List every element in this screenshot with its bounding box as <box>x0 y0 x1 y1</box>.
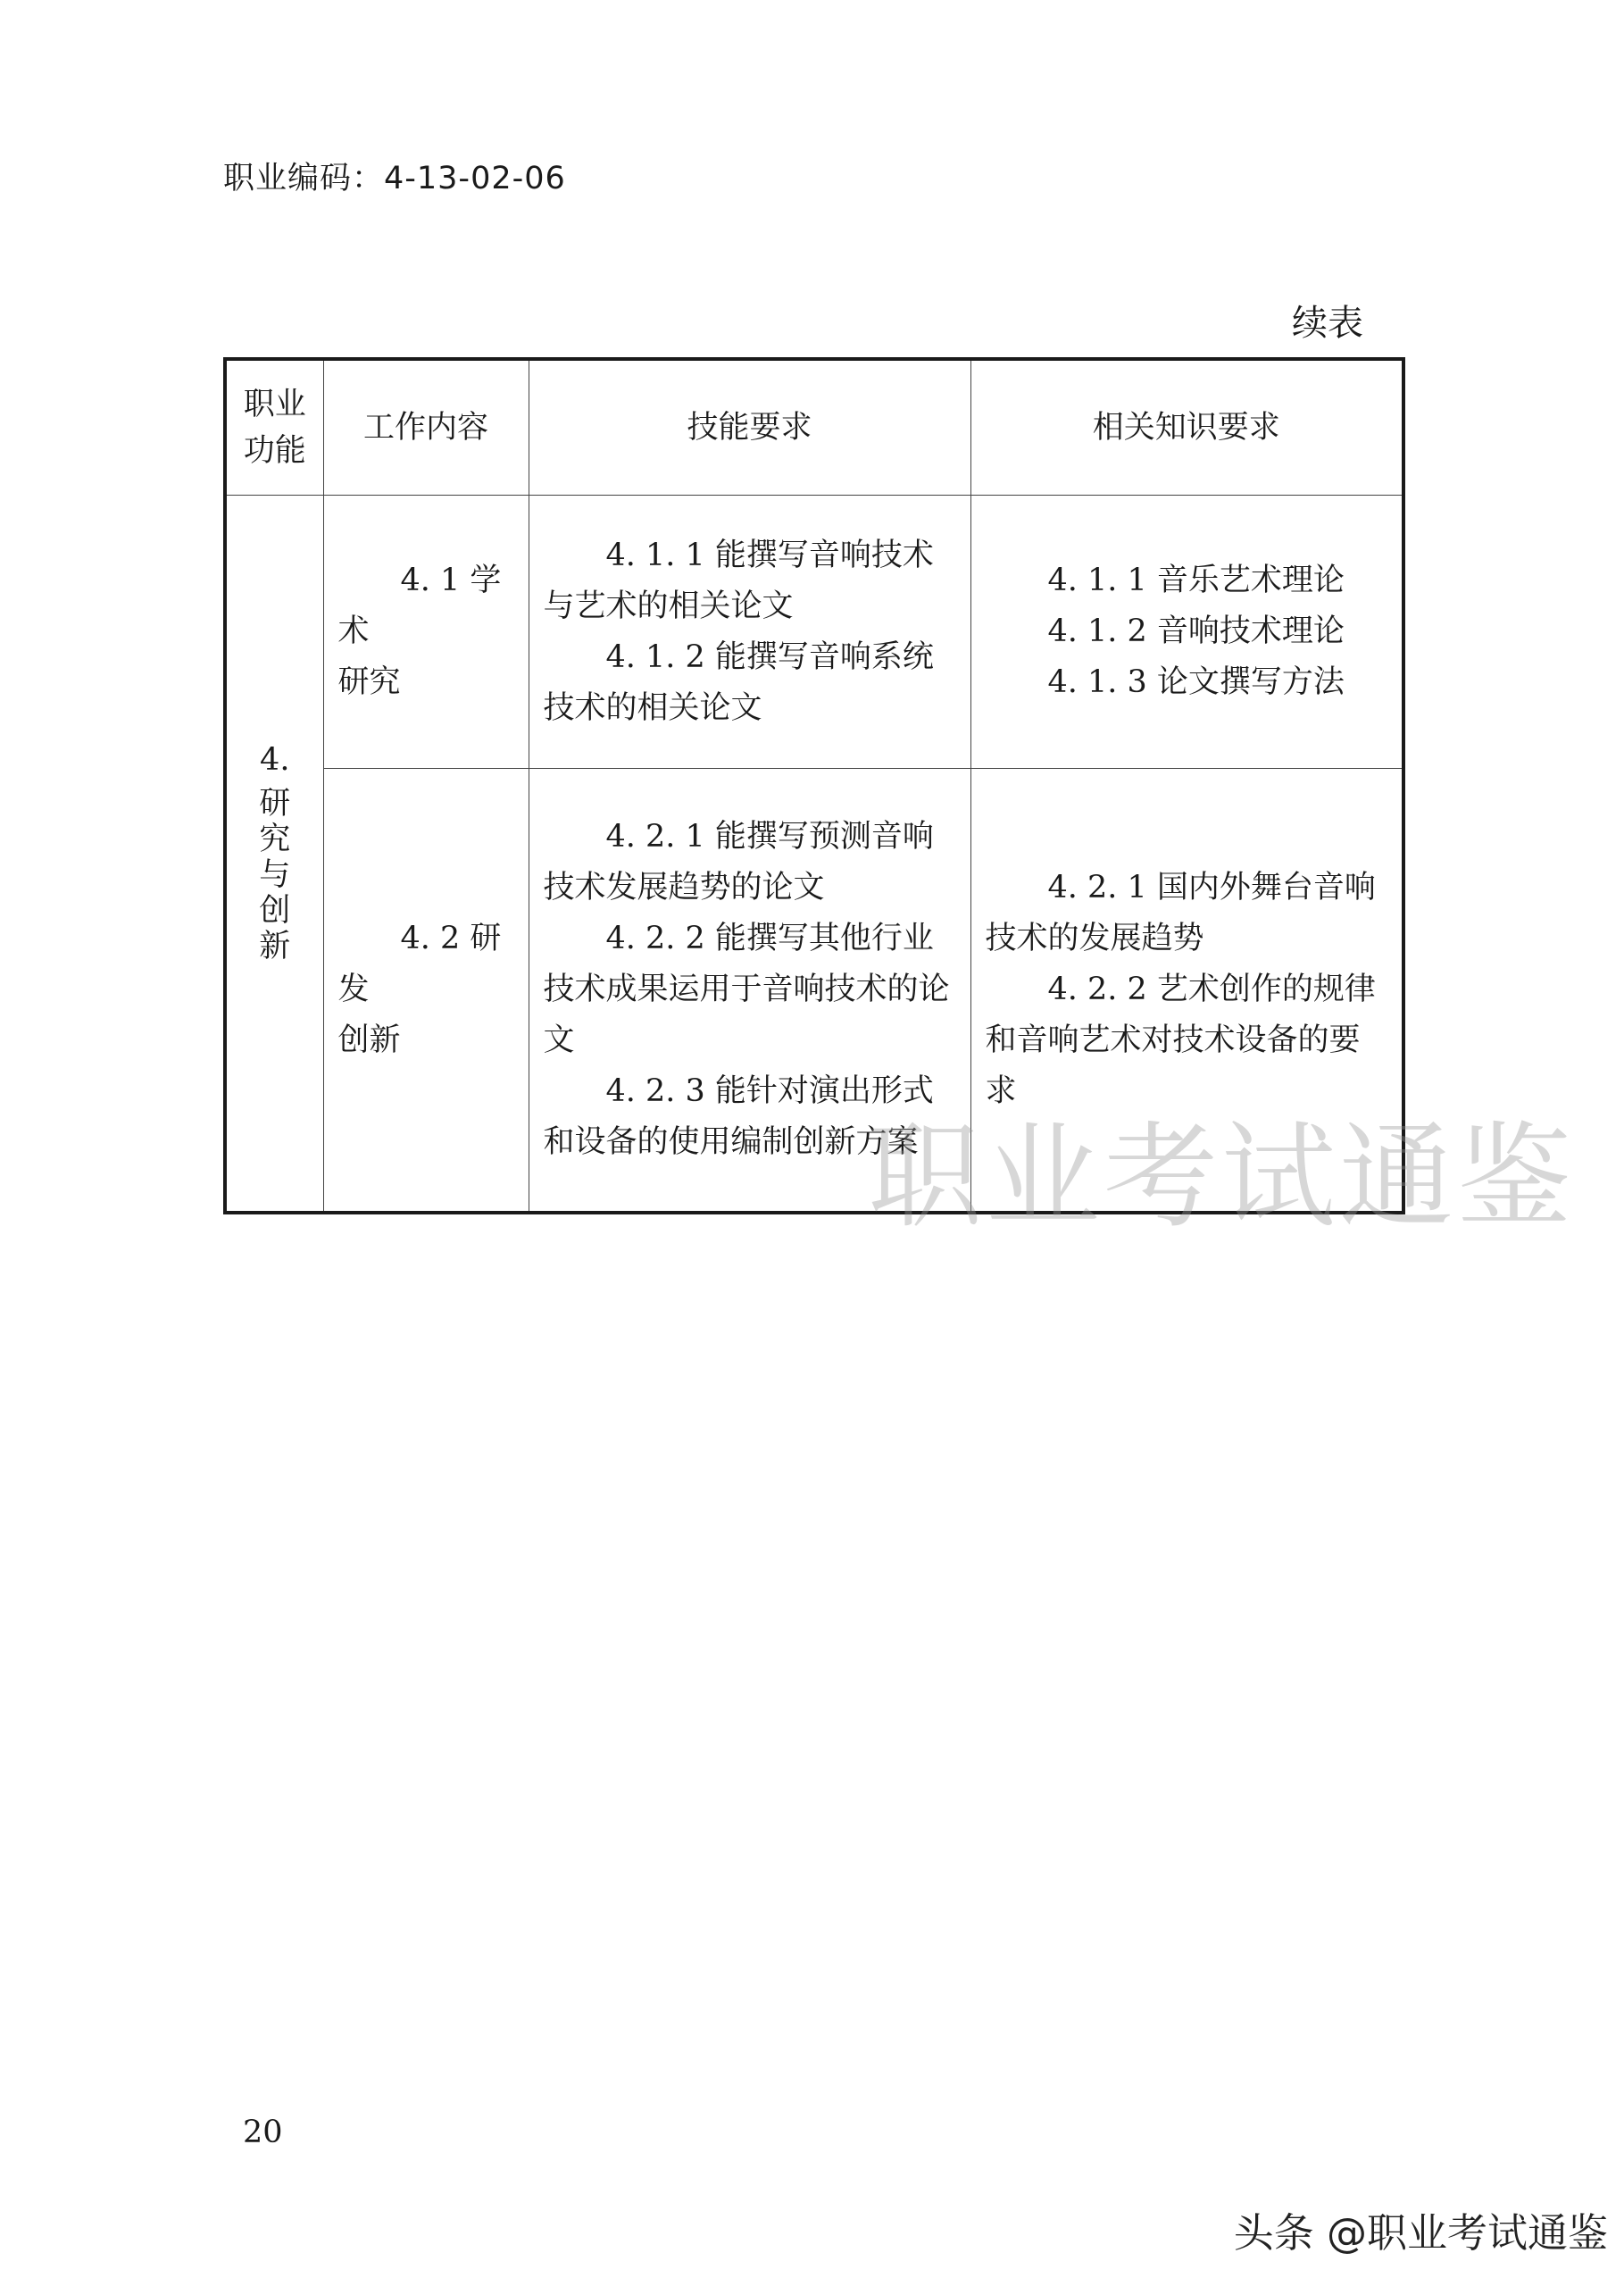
table-row <box>225 496 1403 769</box>
knowledge-item: 4. 1. 2 音响技术理论 <box>1047 613 1345 649</box>
content-line: 4. 2 研发 <box>337 921 502 1007</box>
header-skills: 技能要求 <box>529 359 970 496</box>
function-cell <box>225 496 323 1214</box>
knowledge-item: 4. 2. 1 国内外舞台音响技术的发展趋势 <box>985 870 1376 956</box>
knowledge-item: 4. 1. 1 音乐艺术理论 <box>1047 563 1345 598</box>
skill-item: 4. 2. 1 能撰写预测音响技术发展趋势的论文 <box>543 819 934 905</box>
content-line: 4. 1 学术 <box>337 563 502 649</box>
skill-item: 4. 1. 2 能撰写音响系统技术的相关论文 <box>543 638 934 726</box>
header-content: 工作内容 <box>323 359 529 496</box>
occupation-code: 职业编码：4-13-02-06 <box>223 161 566 196</box>
source-watermark: 头条 @职业考试通鉴 <box>1233 2209 1608 2257</box>
skills-cell <box>529 496 970 769</box>
skill-item: 4. 1. 1 能撰写音响技术与艺术的相关论文 <box>543 537 934 624</box>
knowledge-item: 4. 2. 2 艺术创作的规律和音响艺术对技术设备的要求 <box>985 972 1376 1109</box>
page-number: 20 <box>243 2115 283 2150</box>
content-cell <box>323 769 529 1214</box>
content-line: 研究 <box>337 664 401 700</box>
skill-item: 4. 2. 3 能针对演出形式和设备的使用编制创新方案 <box>543 1073 934 1160</box>
watermark-text: 职业考试通鉴 <box>868 1111 1576 1244</box>
content-line: 创新 <box>337 1022 401 1058</box>
knowledge-item: 4. 1. 3 论文撰写方法 <box>1047 664 1345 700</box>
skill-item: 4. 2. 2 能撰写其他行业技术成果运用于音响技术的论文 <box>543 921 950 1058</box>
content-cell <box>323 496 529 769</box>
header-function: 职业功能 <box>225 359 323 496</box>
header-knowledge: 相关知识要求 <box>970 359 1403 496</box>
continued-table-label: 续表 <box>1292 303 1363 344</box>
function-number: 4. <box>260 741 290 778</box>
table-header-row <box>225 359 1403 496</box>
knowledge-cell <box>970 496 1403 769</box>
function-name: 研究与创新 <box>259 785 291 964</box>
